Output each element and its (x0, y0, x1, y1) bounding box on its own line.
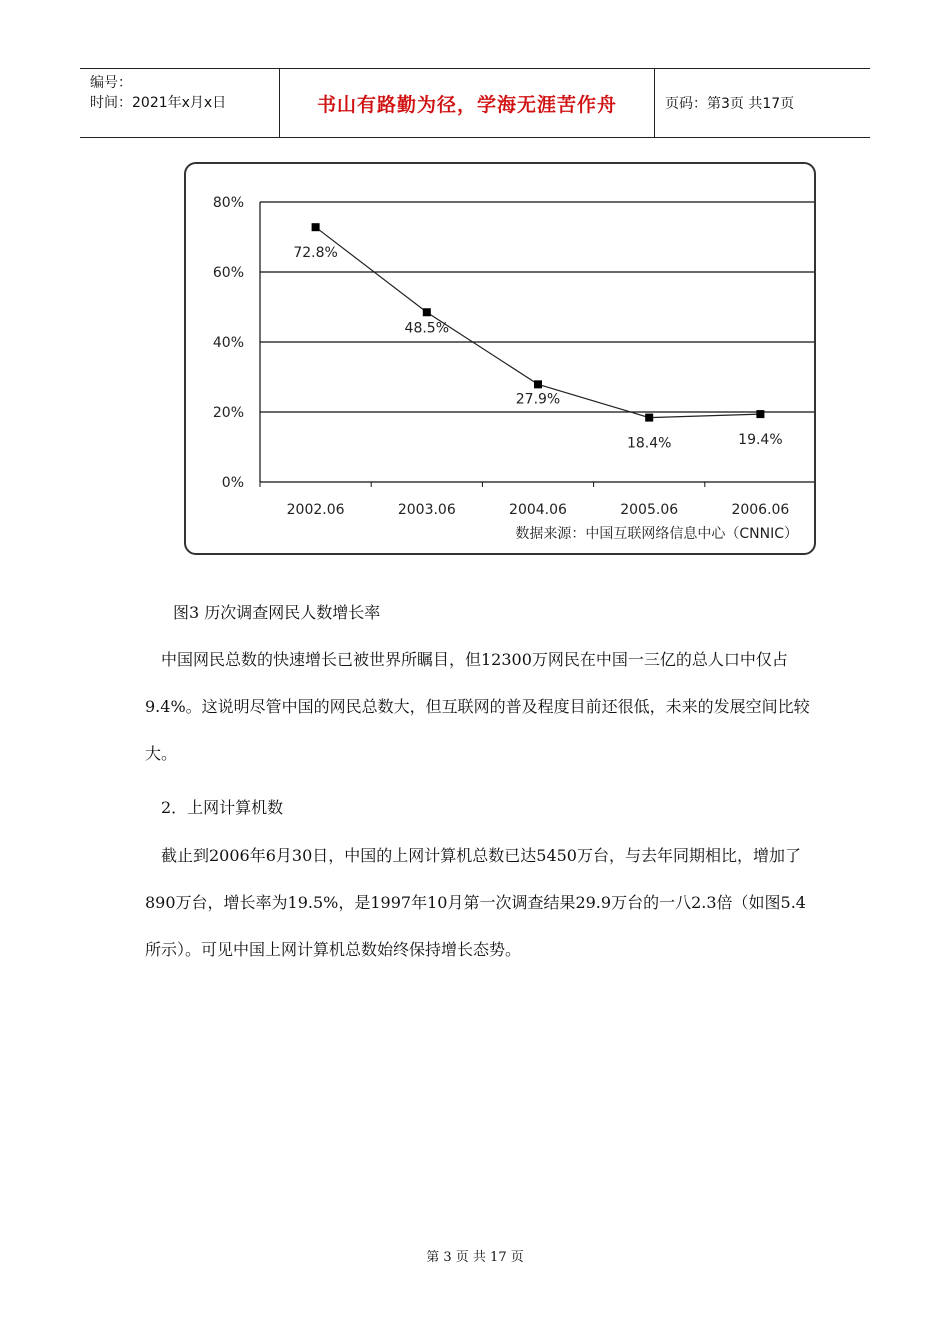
x-tick-label: 2003.06 (397, 502, 456, 518)
page-footer: 第 3 页 共 17 页 (426, 1250, 524, 1265)
growth-rate-chart (186, 164, 814, 553)
header-page-info: 页码：第3页 共17页 (665, 96, 795, 112)
y-tick-label: 40% (212, 335, 244, 351)
page-header (80, 68, 870, 138)
data-label: 27.9% (515, 391, 561, 408)
paragraph-internet-users: 中国网民总数的快速增长已被世界所瞩目，但12300万网民在中国一三亿的总人口中仅占9.4%。这说明尽管中国的网民总数大，但互联网的普及程度目前还很低，未来的发展空间比较大。 (145, 650, 810, 763)
data-point (534, 380, 542, 388)
data-label: 19.4% (738, 432, 783, 449)
series-line (316, 227, 761, 417)
y-tick-label: 80% (212, 195, 244, 211)
section-heading: 2．上网计算机数 (145, 798, 284, 817)
paragraph-computers: 截止到2006年6月30日，中国的上网计算机总数已达5450万台，与去年同期相比，增加了890万台，增长率为19.5%，是1997年10月第一次调查结果29.9万台的一八2.3倍（如图5.4所示）。可见中国上网计算机总数始终保持增长态势。 (145, 846, 806, 959)
x-tick-label: 2005.06 (620, 502, 679, 518)
data-label: 18.4% (626, 435, 672, 452)
header-motto: 书山有路勤为径，学海无涯苦作舟 (280, 69, 655, 137)
doc-time: 时间：2021年x月x日 (90, 95, 227, 111)
y-tick-label: 60% (212, 265, 244, 281)
data-point (756, 410, 764, 418)
y-tick-label: 0% (221, 475, 244, 491)
chart-frame (184, 162, 816, 555)
header-meta (80, 69, 280, 137)
figure-caption: 图3 历次调查网民人数增长率 (173, 603, 381, 622)
data-point (645, 414, 653, 422)
y-tick-label: 20% (212, 405, 244, 421)
data-point (312, 223, 320, 231)
data-label: 48.5% (404, 320, 450, 337)
data-label: 72.8% (293, 245, 338, 262)
x-tick-label: 2006.06 (731, 502, 790, 518)
x-tick-label: 2004.06 (509, 502, 567, 518)
chart-source: 数据来源：中国互联网络信息中心（CNNIC） (515, 526, 798, 542)
doc-number: 编号： (90, 75, 132, 91)
data-point (423, 308, 431, 316)
x-tick-label: 2002.06 (286, 502, 345, 518)
